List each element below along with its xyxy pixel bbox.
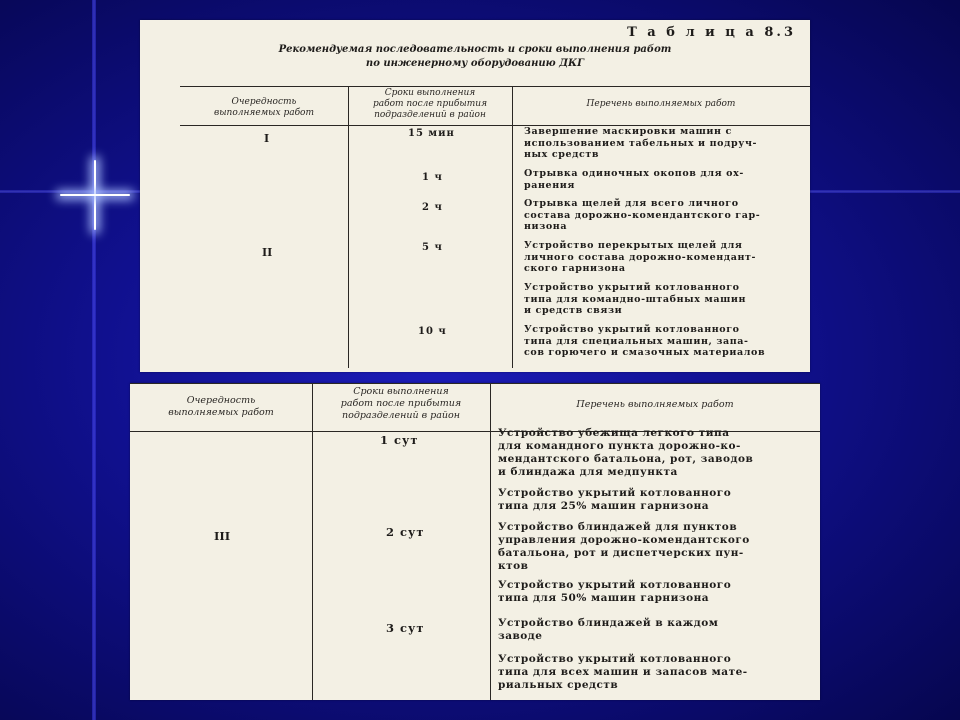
work-item: Устройство укрытий котлованного типа для 50% машин гарнизона — [498, 579, 732, 604]
time-cell: 1 ч — [422, 172, 443, 183]
time-cell: 15 мин — [408, 128, 455, 139]
work-item: Устройство укрытий котлованного типа для командно-штабных машин и средств связи — [524, 282, 747, 316]
work-item: Завершение маскировки машин с использованием табельных и подруч- ных средств — [524, 126, 758, 160]
column-divider-2 — [512, 86, 513, 368]
column-divider-1 — [348, 86, 349, 368]
table-title-line-1: Рекомендуемая последовательность и сроки выполнения работ — [278, 44, 672, 55]
time-cell: 2 сут — [386, 525, 425, 539]
time-cell: 10 ч — [418, 326, 447, 337]
work-item: Устройство блиндажей для пунктов управления дорожно-комендантского батальона, рот и диспетчерских пун- ктов — [498, 521, 750, 572]
table-title-line-2: по инженерному оборудованию ДКГ — [365, 58, 585, 69]
work-item: Отрывка щелей для всего личного состава дорожно-комендантского гар- низона — [524, 198, 761, 232]
work-item: Устройство укрытий котлованного типа для специальных машин, запа- сов горючего и смазочных материалов — [524, 324, 766, 358]
work-item: Устройство укрытий котлованного типа для 25% машин гарнизона — [498, 487, 732, 512]
time-cell: 2 ч — [422, 202, 443, 213]
header-works: Перечень выполняемых работ — [586, 99, 736, 109]
work-item: Отрывка одиночных окопов для ох- ранения — [524, 168, 744, 191]
period-label: I — [264, 132, 270, 145]
header-terms: Сроки выполнения работ после прибытия подразделений в район — [372, 88, 488, 120]
light-flare-icon — [60, 160, 130, 230]
work-item: Устройство укрытий котлованного типа для всех машин и запасов мате- риальных средств — [498, 653, 748, 691]
header-terms: Сроки выполнения работ после прибытия подразделений в район — [340, 386, 462, 421]
table-scan-part-1 — [140, 20, 810, 372]
work-item: Устройство перекрытых щелей для личного состава дорожно-комендант- ского гарнизона — [524, 240, 757, 274]
work-item: Устройство убежища легкого типа для командного пункта дорожно-ко- мендантского батальона, рот, заводов и блиндажа для медпункта — [498, 427, 754, 478]
time-cell: 3 сут — [386, 621, 425, 635]
table-top-rule — [180, 86, 810, 87]
period-label: III — [214, 529, 231, 543]
header-order: Очередность выполняемых работ — [168, 395, 274, 418]
table-top-rule — [130, 383, 820, 384]
column-divider-2 — [490, 383, 491, 700]
period-label: II — [262, 246, 273, 259]
time-cell: 5 ч — [422, 242, 443, 253]
column-divider-1 — [312, 383, 313, 700]
work-item: Устройство блиндажей в каждом заводе — [498, 617, 719, 642]
table-scan-part-2 — [130, 383, 820, 700]
background-vertical-stripe — [92, 0, 96, 720]
time-cell: 1 сут — [380, 433, 419, 447]
table-number: Т а б л и ц а 8.3 — [627, 25, 796, 40]
header-works: Перечень выполняемых работ — [576, 399, 734, 410]
header-order: Очередность выполняемых работ — [213, 97, 315, 118]
